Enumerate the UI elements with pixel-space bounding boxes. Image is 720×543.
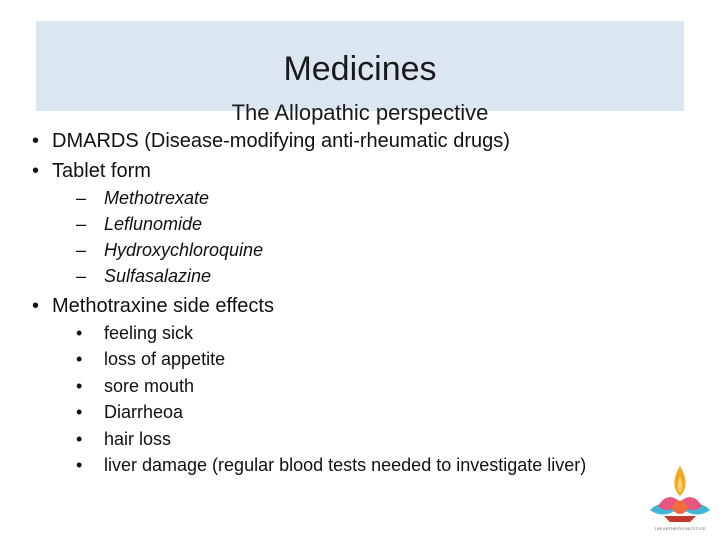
dash-icon: – (76, 214, 87, 234)
side-effect: loss of appetite (104, 349, 226, 369)
bullet-text: DMARDS (Disease-modifying anti-rheumatic drugs) (52, 130, 510, 152)
bullet-icon: • (32, 130, 40, 152)
bullet-icon: • (32, 295, 40, 317)
side-effect: Diarrheoa (104, 402, 184, 422)
dash-icon: – (76, 266, 87, 286)
bullet-icon: • (76, 402, 83, 422)
slide-title: Medicines (283, 50, 437, 88)
drug-name: Leflunomide (104, 214, 203, 234)
bullet-icon: • (76, 429, 83, 449)
bullet-icon: • (32, 160, 40, 182)
bullet-icon: • (76, 349, 83, 369)
bullet-text: Tablet form (52, 160, 151, 182)
drug-name: Hydroxychloroquine (104, 240, 264, 260)
side-effect: hair loss (104, 429, 172, 449)
drug-name: Methotrexate (104, 188, 210, 208)
logo-caption: THE ARTHRITIS INSTITUTE (654, 526, 706, 531)
slide-subtitle: The Allopathic perspective (231, 100, 489, 125)
side-effect: sore mouth (104, 376, 195, 396)
side-effect: liver damage (regular blood tests needed to investigate liver) (104, 455, 587, 475)
side-effect: feeling sick (104, 323, 194, 343)
bullet-icon: • (76, 455, 83, 475)
dash-icon: – (76, 240, 87, 260)
lotus-lamp-icon (642, 462, 718, 538)
bullet-icon: • (76, 376, 83, 396)
bullet-icon: • (76, 323, 83, 343)
bullet-text: Methotraxine side effects (52, 295, 274, 317)
drug-name: Sulfasalazine (104, 266, 212, 286)
dash-icon: – (76, 188, 87, 208)
